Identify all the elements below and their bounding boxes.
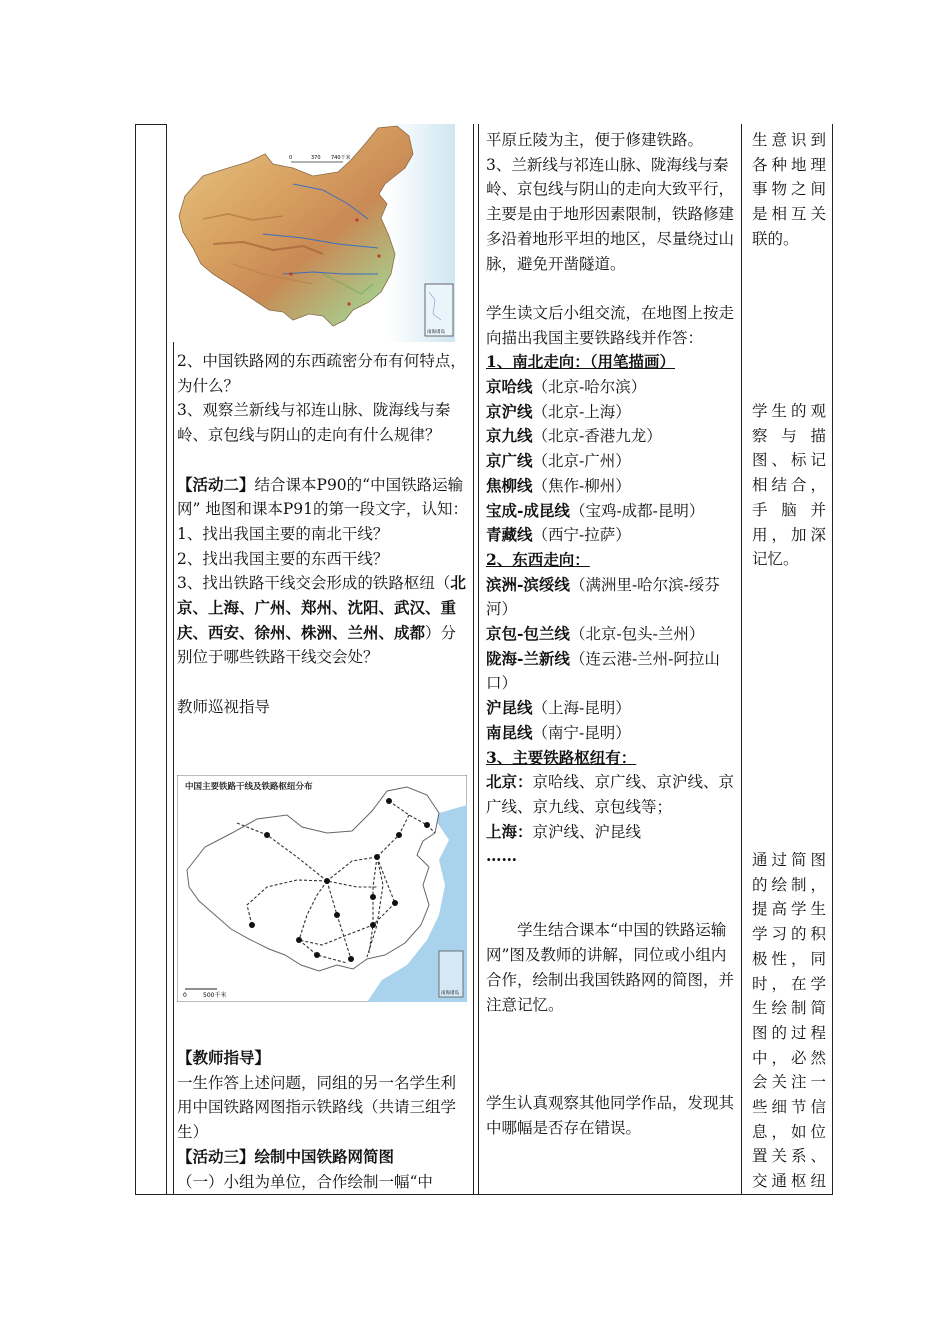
map2-scale-zero: 0: [183, 992, 187, 999]
map2-scale-label: 500千米: [203, 992, 227, 999]
hub-shanghai: 上海：京沪线、沪昆线: [486, 821, 642, 841]
map1-inset-label: 南海诸岛: [427, 330, 445, 335]
table-col-divider-2: [473, 124, 474, 1195]
student-activity-column: [486, 128, 738, 1141]
activity-3-text: （一）小组为单位，合作绘制一幅“中: [177, 1172, 433, 1191]
teacher-guide-text: 一生作答上述问题，同组的另一名学生利用中国铁路网图指示铁路线（共请三组学生）: [177, 1073, 457, 1142]
map2-title: 中国主要铁路干线及铁路枢纽分布: [185, 782, 313, 792]
question-2: 2、中国铁路网的东西疏密分布有何特点，为什么？: [177, 352, 466, 395]
teacher-patrol-note: 教师巡视指导: [177, 697, 271, 716]
student-peer-review: 学生认真观察其他同学作品，发现其中哪幅是否存在错误。: [486, 1094, 735, 1138]
railway-line-item: 滨洲-滨绥线（满洲里-哈尔滨-绥芬河）: [486, 574, 720, 619]
teacher-guide-section: [177, 1046, 471, 1194]
student-answer-line-1: 平原丘陵为主，便于修建铁路。: [486, 131, 704, 149]
railway-line-item: 京九线（北京-香港九龙）: [486, 426, 662, 446]
student-drawing-task: 学生结合课本“中国的铁路运输网”图及教师的讲解，同位或小组内合作，绘制出我国铁路网的简图，并注意记忆。: [486, 921, 735, 1014]
railway-line-item: 南昆线（南宁-昆明）: [486, 722, 631, 742]
railway-line-item: 宝成-成昆线（宝鸡-成都-昆明）: [486, 500, 705, 520]
railway-line-item: 陇海-兰新线（连云港-兰州-阿拉山口）: [486, 648, 720, 693]
activity-2-q3: 3、找出铁路干线交会形成的铁路枢纽（北京、上海、广州、郑州、沈阳、武汉、重庆、西安、徐州、株洲、兰州、成都）分别位于哪些铁路干线交会处？: [177, 573, 466, 667]
railway-hub-list: 北京、上海、广州、郑州、沈阳、武汉、重庆、西安、徐州、株洲、兰州、成都: [177, 573, 466, 642]
china-railway-trunk-map: [177, 775, 467, 1002]
teacher-activity-column: [177, 349, 471, 720]
railway-hub-heading: 3、主要铁路枢纽有：: [486, 747, 637, 767]
table-col-divider-4: [741, 124, 742, 1195]
student-answer-3: 3、兰新线与祁连山脉、陇海线与秦岭、京包线与阴山的走向大致平行，主要是由于地形因素限制，铁路修建多沿着地形平坦的地区，尽量绕过山脉，避免开凿隧道。: [486, 155, 735, 273]
activity-2: [177, 473, 471, 522]
table-border-left: [135, 124, 136, 1195]
question-3: 3、观察兰新线与祁连山脉、陇海线与秦岭、京包线与阴山的走向有什么规律？: [177, 401, 451, 445]
design-intent-column-2: 学生的观 察 与 描 图、标记 相结合， 手 脑 并 用，加深 记忆。: [752, 402, 826, 569]
map1-inset-frame: [425, 284, 453, 336]
activity-2-text: 结合课本P90的“中国铁路运输网” 地图和课本P91的第一段文字，认知：: [177, 475, 469, 519]
railway-line-item: 青藏线（西宁-拉萨）: [486, 525, 631, 545]
railway-line-item: 沪昆线（上海-昆明）: [486, 698, 631, 718]
railway-line-item: 京哈线（北京-哈尔滨）: [486, 377, 647, 397]
table-border-inner: [166, 124, 167, 1195]
map1-scale-740: 740千米: [331, 155, 351, 161]
railway-line-item: 焦柳线（焦作-柳州）: [486, 475, 631, 495]
map1-scale-370: 370: [311, 155, 321, 161]
table-border-right: [832, 124, 833, 1195]
activity-2-q1: 1、找出我国主要的南北干线？: [177, 524, 389, 543]
table-col-divider-3: [478, 124, 479, 1195]
map1-scale-0: 0: [289, 155, 293, 161]
activity-2-heading: 【活动二】: [177, 474, 255, 494]
railway-line-item: 京沪线（北京-上海）: [486, 401, 631, 421]
ellipsis: ……: [486, 846, 517, 866]
student-group-discussion: 学生读文后小组交流，在地图上按走向描出我国主要铁路线并作答：: [486, 303, 735, 347]
map2-inset-label: 南海诸岛: [441, 991, 459, 996]
railway-line-item: 京广线（北京-广州）: [486, 451, 631, 471]
north-south-heading: 1、南北走向：（用笔描画）: [486, 352, 676, 372]
teacher-guide-heading: 【教师指导】: [177, 1048, 271, 1067]
table-border-top-left: [135, 124, 167, 125]
east-west-heading: 2、东西走向：: [486, 549, 590, 569]
china-topographic-map: [173, 124, 455, 342]
railway-line-item: 京包-包兰线（北京-包头-兰州）: [486, 624, 705, 644]
activity-3-heading: 【活动三】绘制中国铁路网简图: [177, 1146, 395, 1166]
hub-beijing: 北京：京哈线、京广线、京沪线、京广线、京九线、京包线等；: [486, 772, 735, 816]
activity-2-q2: 2、找出我国主要的东西干线？: [177, 549, 389, 568]
design-intent-column-3: 通过简图 的绘制， 提高学生 学习的积 极性，同 时，在学 生绘制简 图的过程 中，必然 会关注一 些细节信 息，如位 置关系、 交通枢纽: [752, 851, 826, 1191]
design-intent-column-1: 生意识到 各种地理 事物之间 是相互关 联的。: [752, 131, 826, 248]
